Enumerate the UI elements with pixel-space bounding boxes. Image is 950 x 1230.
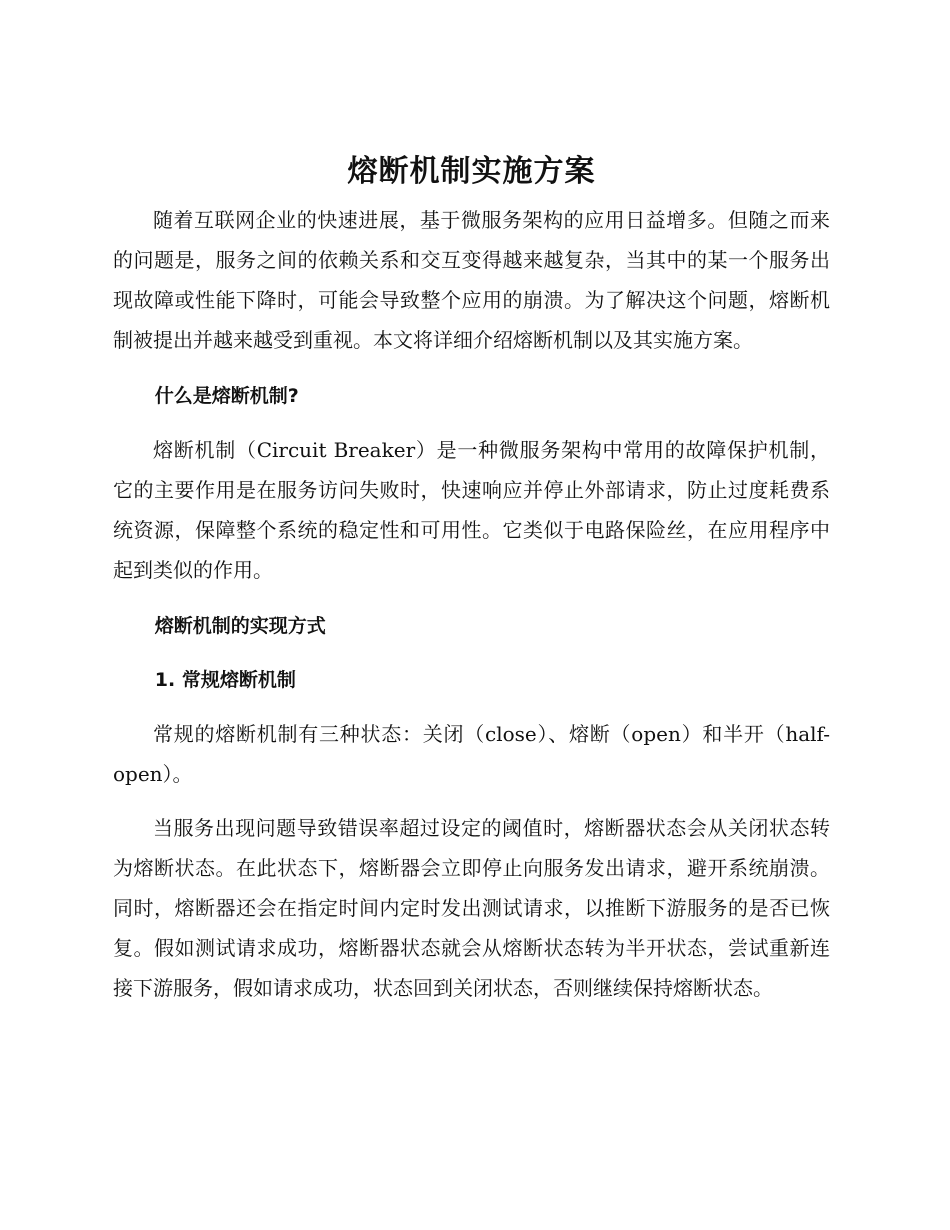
spacer [113, 646, 830, 660]
spacer [113, 360, 830, 376]
spacer [113, 416, 830, 430]
section-heading-what-is: 什么是熔断机制? [154, 385, 299, 407]
spacer [113, 590, 830, 606]
document-title: 熔断机制实施方案 [347, 154, 596, 189]
subsection-paragraph-states: 常规的熔断机制有三种状态：关闭（close）、熔断（open）和半开（half-open）。 [113, 722, 830, 786]
subsection-heading-standard: 1. 常规熔断机制 [154, 669, 296, 691]
intro-paragraph: 随着互联网企业的快速进展，基于微服务架构的应用日益增多。但随之而来的问题是，服务之间的依赖关系和交互变得越来越复杂，当其中的某一个服务出现故障或性能下降时，可能会导致整个应用的崩溃。为了解决这个问题，熔断机制被提出并越来越受到重视。本文将详细介绍熔断机制以及其实施方案。 [113, 208, 830, 352]
spacer [113, 700, 830, 714]
section-heading-implementation: 熔断机制的实现方式 [154, 615, 326, 637]
section-paragraph-definition: 熔断机制（Circuit Breaker）是一种微服务架构中常用的故障保护机制，它的主要作用是在服务访问失败时，快速响应并停止外部请求，防止过度耗费系统资源，保障整个系统的稳定性和可用性。它类似于电路保险丝，在应用程序中起到类似的作用。 [113, 438, 830, 582]
subsection-paragraph-transition: 当服务出现问题导致错误率超过设定的阈值时，熔断器状态会从关闭状态转为熔断状态。在此状态下，熔断器会立即停止向服务发出请求，避开系统崩溃。同时，熔断器还会在指定时间内定时发出测试请求，以推断下游服务的是否已恢复。假如测试请求成功，熔断器状态就会从熔断状态转为半开状态，尝试重新连接下游服务，假如请求成功，状态回到关闭状态，否则继续保持熔断状态。 [113, 816, 830, 1000]
document-page [113, 148, 830, 1008]
spacer [113, 794, 830, 808]
